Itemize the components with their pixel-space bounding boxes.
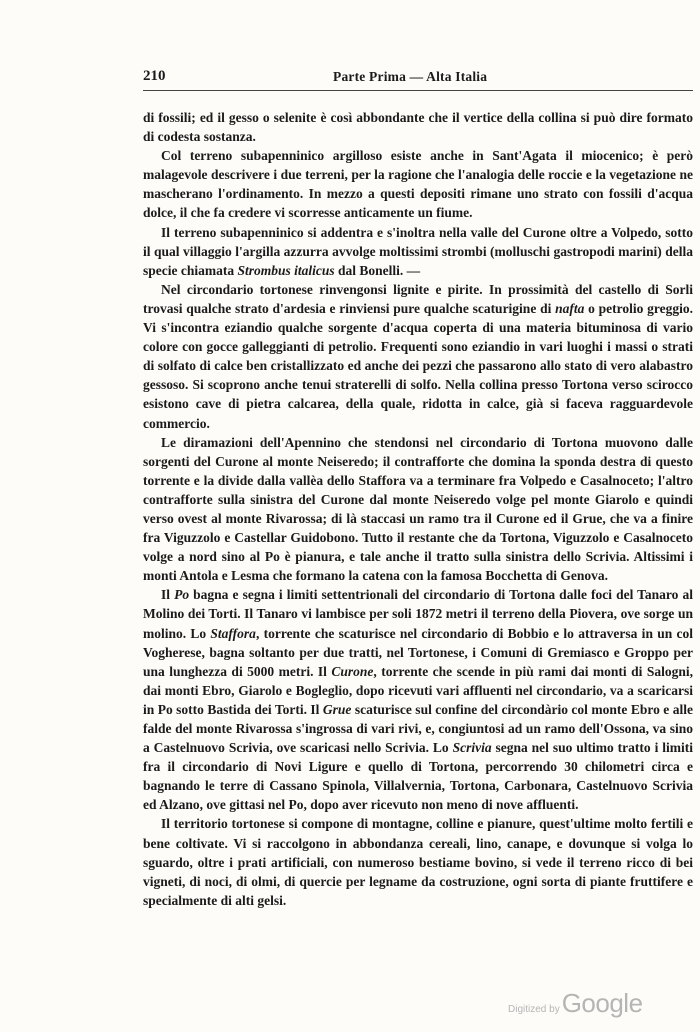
text-run: , torrente che scaturisce nel circondario di Bobbio e lo attraversa in un col Vogherese, bagna soltanto per due tratti, nel Tortonese, i Comuni di Gremiasco e Groppo per una lunghezza di 5000 metri. Il [143,625,693,679]
paragraph [143,814,693,909]
watermark-brand-logo: Google [561,988,643,1018]
text-run: scaturisce sul confine del circondàrio col monte Ebro e alle falde del monte Rivarossa s'ingrossa di vari rivi, e, congiuntosi ad un ramo dell'Ossona, va sino a Castelnuovo Scrivia, ove scaricasi nello Scrivia. Lo [143,701,693,756]
text-run: segna nel suo ultimo tratto i limiti fra il circondario di Novi Ligure e quello di Tortona, percorrendo 30 chilometri circa e bagnando le terre di Cassano Spinola, Villalvernia, Tortona, Carbonara, Castelnuovo Scrivia ed Alzano, ove gittasi nel Po, dopo aver ricevuto non meno di nove affluenti. [143,740,693,813]
page-number: 210 [143,68,166,84]
italic-term: Staffora [210,625,256,641]
digitization-watermark [508,988,643,1019]
paragraph [143,108,693,146]
italic-term: Scrivia [452,740,492,756]
italic-term: Strombus italicus [237,262,335,278]
italic-term: Grue [322,701,352,717]
text-run: Col terreno subapenninico argilloso esiste anche in Sant'Agata il miocenico; è però malagevole descrivere i due terreni, per la ragione che l'analogia delle roccie e la vegetazione ne mascherano l'ordinamento. In mezzo a questi depositi rimane uno strato con fossili d'acqua dolce, il che fa credere vi scorresse anticamente un fiume. [143,148,693,221]
paragraph [143,280,693,433]
text-run: o petrolio greggio. Vi s'incontra eziandio qualche sorgente d'acqua coperta di una materia bituminosa di vario colore con gocce galleggianti di petrolio. Frequenti sono eziandio in vari luoghi i massi o strati di solfato di calce ben cristallizzato ed anche dei pezzi che passarono allo stato di vero alabastro gessoso. Si scoprono anche tenui straterelli di solfo. Nella collina presso Tortona verso scirocco esistono cave di pietra calcarea, della quale, ridotta in calce, già si faceva ragguardevole commercio. [143,300,693,431]
text-run: Il territorio tortonese si compone di montagne, colline e pianure, quest'ultime molto fertili e bene coltivate. Vi si raccolgono in abbondanza cereali, lino, canape, e dovunque si volga lo sguardo, oltre i prati artificiali, con numeroso bestiame bovino, si vede il terreno ricco di bei vigneti, di noci, di olmi, di quercie per legname da costruzione, ogni sorta di piante fruttifere e specialmente di alti gelsi. [143,816,693,908]
text-run: dal Bonelli. — [334,262,421,278]
watermark-prefix: Digitized by [508,1004,560,1015]
text-run: Nel circondario tortonese rinvengonsi lignite e pirite. In prossimità del castello di Sorli trovasi qualche strato d'ardesia e rinviensi pure qualche scaturigine di [143,281,693,316]
italic-term: Po [174,587,190,603]
text-run: Il terreno subapenninico si addentra e s'inoltra nella valle del Curone oltre a Volpedo, sotto il qual villaggio l'argilla azzurra avvolge moltissimi strombi (molluschi gastropodi marini) della specie chiamata [143,224,693,278]
text-run: di fossili; ed il gesso o selenite è così abbondante che il vertice della collina si può dire formato di codesta sostanza. [143,110,693,145]
italic-term: Curone [331,663,374,679]
text-run: Il [161,587,175,603]
body-text [143,108,693,910]
paragraph [143,585,693,814]
text-run: , torrente che scende in più rami dai monti di Salogni, dai monti Ebro, Giarolo e Bogleglio, dopo ricevuti vari affluenti nel circondario, va a scaricarsi in Po sotto Bastida dei Torti. Il [143,663,693,717]
paragraph [143,146,693,222]
text-run: bagna e segna i limiti settentrionali del circondario di Tortona dalle foci del Tanaro al Molino dei Torti. Il Tanaro vi lambisce per soli 1872 metri il terreno della Piovera, ove sorge un molino. Lo [143,587,693,641]
paragraph [143,433,693,586]
italic-term: nafta [555,300,585,316]
running-head: Parte Prima — Alta Italia [333,69,488,84]
text-run: Le diramazioni dell'Apennino che stendonsi nel circondario di Tortona muovono dalle sorgenti del Curone al monte Neiseredo; il contrafforte che domina la sponda destra di questo torrente e la divide dalla vallèa dello Staffora va a terminare fra Volpedo e Casalnoceto; l'altro contrafforte sulla sinistra del Curone dal monte Neiseredo volge pel monte Giarolo e quindi verso ovest al monte Rivarossa; di là staccasi un ramo tra il Curone ed il Grue, che va a finire fra Viguzzolo e Castellar Guidobono. Tutto il restante che da Tortona, Viguzzolo e Casalnoceto volge a nord sino al Po è pianura, e tale anche il tratto sulla sinistra dello Scrivia. Altissimi i monti Antola e Lesma che formano la catena con la famosa Bocchetta di Genova. [143,434,693,584]
paragraph [143,223,693,280]
page-header [143,68,693,91]
